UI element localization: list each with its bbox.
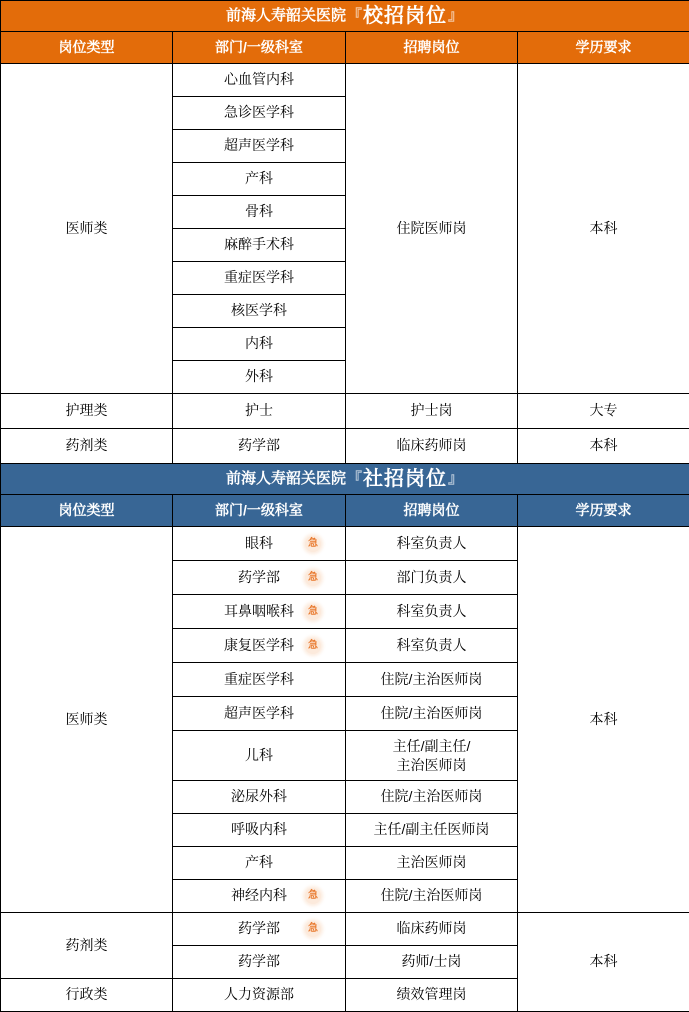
campus-recruitment-table [0, 0, 689, 464]
col-header-education: 学历要求 [518, 495, 689, 527]
dept-cell: 超声医学科 [173, 697, 346, 731]
dept-cell: 护士 [173, 394, 346, 429]
campus-header-row [1, 32, 689, 64]
dept-cell: 产科 [173, 163, 346, 196]
position-cell: 住院医师岗 [346, 64, 518, 394]
col-header-type: 岗位类型 [1, 495, 173, 527]
dept-cell: 药学部 [173, 946, 346, 979]
social-title-row [1, 464, 689, 495]
col-header-position: 招聘岗位 [346, 32, 518, 64]
position-cell: 药师/士岗 [346, 946, 518, 979]
dept-cell: 骨科 [173, 196, 346, 229]
education-cell: 大专 [518, 394, 689, 429]
dept-cell: 超声医学科 [173, 130, 346, 163]
dept-cell: 人力资源部 [173, 979, 346, 1012]
col-header-position: 招聘岗位 [346, 495, 518, 527]
position-cell: 护士岗 [346, 394, 518, 429]
table-row [1, 64, 689, 97]
dept-cell [173, 561, 346, 595]
dept-cell: 泌尿外科 [173, 781, 346, 814]
position-cell: 住院/主治医师岗 [346, 697, 518, 731]
education-cell: 本科 [518, 913, 689, 1012]
social-table-title [1, 464, 689, 495]
dept-cell [173, 527, 346, 561]
dept-cell [173, 913, 346, 946]
urgent-icon: 急 [305, 570, 321, 586]
dept-label: 神经内科 [231, 887, 287, 903]
table-row [1, 913, 689, 946]
col-header-type: 岗位类型 [1, 32, 173, 64]
bracket-open: 『 [347, 470, 362, 487]
position-cell: 科室负责人 [346, 595, 518, 629]
social-title-prefix: 前海人寿韶关医院 [226, 470, 346, 487]
position-cell: 科室负责人 [346, 629, 518, 663]
position-cell: 住院/主治医师岗 [346, 781, 518, 814]
category-cell: 医师类 [1, 527, 173, 913]
col-header-education: 学历要求 [518, 32, 689, 64]
position-cell: 临床药师岗 [346, 913, 518, 946]
position-cell: 科室负责人 [346, 527, 518, 561]
table-row [1, 429, 689, 464]
bracket-open: 『 [347, 7, 362, 24]
dept-label: 药学部 [238, 569, 280, 585]
dept-cell [173, 880, 346, 913]
education-cell: 本科 [518, 527, 689, 913]
social-recruitment-table [0, 463, 689, 1012]
dept-cell: 麻醉手术科 [173, 229, 346, 262]
position-cell: 部门负责人 [346, 561, 518, 595]
social-header-row [1, 495, 689, 527]
dept-cell: 心血管内科 [173, 64, 346, 97]
dept-cell: 重症医学科 [173, 262, 346, 295]
position-cell [346, 731, 518, 781]
position-cell: 主治医师岗 [346, 847, 518, 880]
dept-cell [173, 595, 346, 629]
category-cell: 医师类 [1, 64, 173, 394]
dept-cell: 内科 [173, 328, 346, 361]
position-cell: 主任/副主任医师岗 [346, 814, 518, 847]
social-title-name: 社招岗位 [363, 468, 447, 490]
dept-cell: 产科 [173, 847, 346, 880]
dept-label: 耳鼻咽喉科 [224, 603, 294, 619]
position-cell: 临床药师岗 [346, 429, 518, 464]
dept-cell: 核医学科 [173, 295, 346, 328]
col-header-dept: 部门/一级科室 [173, 32, 346, 64]
position-cell: 绩效管理岗 [346, 979, 518, 1012]
dept-cell: 外科 [173, 361, 346, 394]
urgent-icon: 急 [305, 638, 321, 654]
dept-cell: 呼吸内科 [173, 814, 346, 847]
campus-title-prefix: 前海人寿韶关医院 [226, 7, 346, 24]
dept-label: 康复医学科 [224, 637, 294, 653]
campus-title-row [1, 1, 689, 32]
education-cell: 本科 [518, 429, 689, 464]
bracket-close: 』 [448, 470, 463, 487]
dept-label: 眼科 [245, 535, 273, 551]
position-cell: 住院/主治医师岗 [346, 880, 518, 913]
bracket-close: 』 [448, 7, 463, 24]
dept-label: 药学部 [238, 920, 280, 936]
campus-table-title [1, 1, 689, 32]
education-cell: 本科 [518, 64, 689, 394]
table-row [1, 527, 689, 561]
position-line-1: 主任/副主任/ [348, 737, 515, 756]
urgent-icon: 急 [305, 604, 321, 620]
dept-cell: 急诊医学科 [173, 97, 346, 130]
category-cell: 护理类 [1, 394, 173, 429]
campus-title-name: 校招岗位 [363, 5, 447, 27]
position-line-2: 主治医师岗 [348, 756, 515, 775]
col-header-dept: 部门/一级科室 [173, 495, 346, 527]
position-cell: 住院/主治医师岗 [346, 663, 518, 697]
urgent-icon: 急 [305, 888, 321, 904]
urgent-icon: 急 [305, 536, 321, 552]
category-cell: 药剂类 [1, 429, 173, 464]
dept-cell: 药学部 [173, 429, 346, 464]
dept-cell: 儿科 [173, 731, 346, 781]
dept-cell: 重症医学科 [173, 663, 346, 697]
category-cell: 行政类 [1, 979, 173, 1012]
table-row [1, 394, 689, 429]
dept-cell [173, 629, 346, 663]
urgent-icon: 急 [305, 921, 321, 937]
category-cell: 药剂类 [1, 913, 173, 979]
